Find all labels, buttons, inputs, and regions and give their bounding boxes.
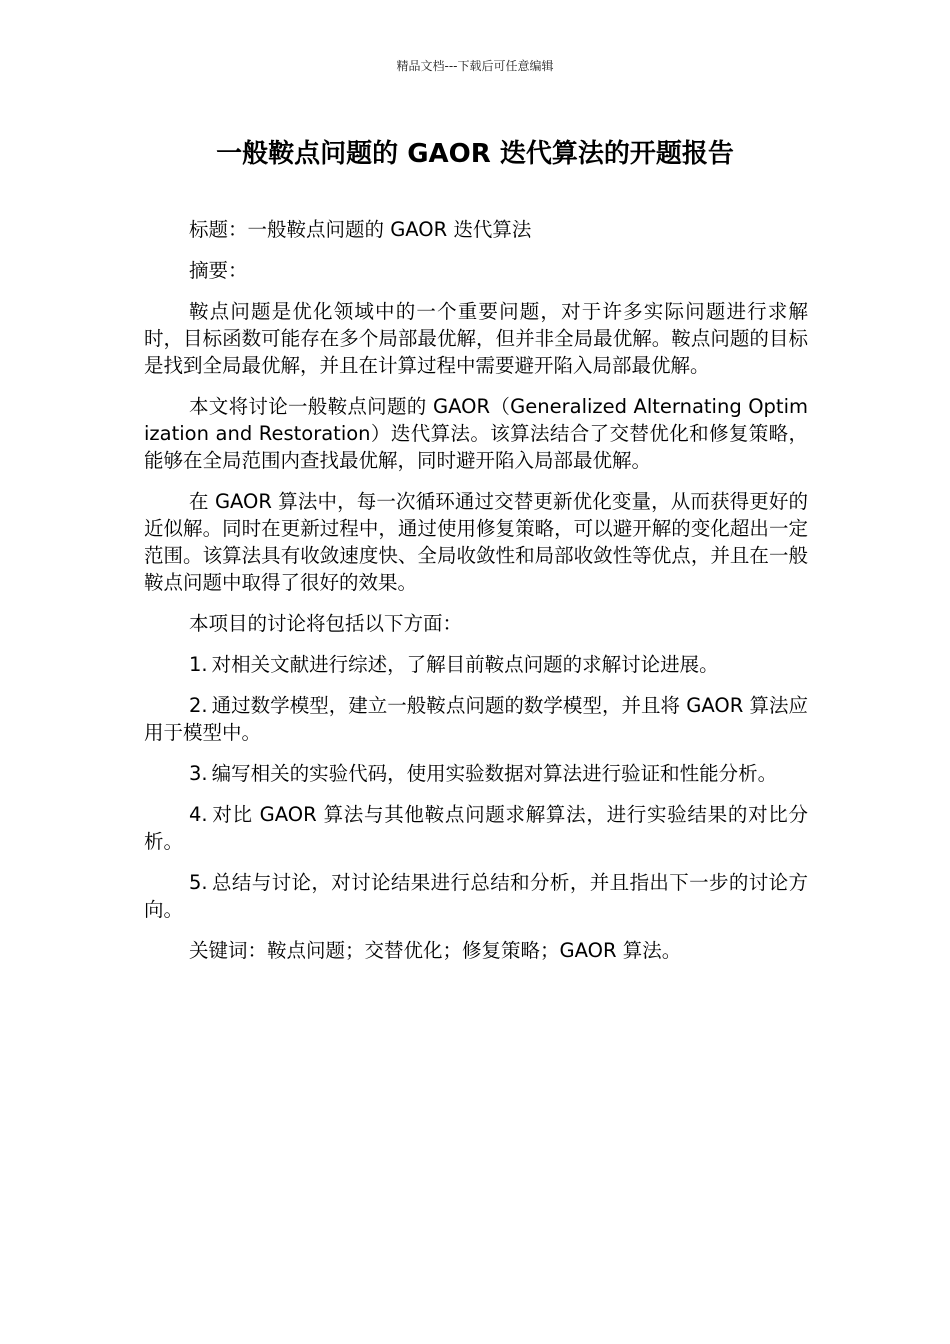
- page-header-note: 精品文档---下载后可任意编辑: [396, 59, 554, 73]
- list-item: [144, 801, 808, 855]
- list-item-text: 对相关文献进行综述，了解目前鞍点问题的求解讨论进展。: [211, 653, 719, 676]
- document-body: [144, 216, 808, 978]
- list-item-text: 总结与讨论，对讨论结果进行总结和分析，并且指出下一步的讨论方向。: [144, 871, 808, 921]
- abstract-paragraph-1: 鞍点问题是优化领域中的一个重要问题，对于许多实际问题进行求解时，目标函数可能存在多个局部最优解，但并非全局最优解。鞍点问题的目标是找到全局最优解，并且在计算过程中需要避开陷入局部最优解。: [144, 300, 808, 377]
- list-item-number: 3.: [189, 762, 208, 785]
- list-item-number: 1.: [189, 653, 208, 676]
- subject-line: 标题：一般鞍点问题的 GAOR 迭代算法: [189, 218, 532, 241]
- abstract-paragraph-2: 本文将讨论一般鞍点问题的 GAOR（Generalized Alternating Optimization and Restoration）迭代算法。该算法结合了交替优化和修复策略，能够在全局范围内查找最优解，同时避开陷入局部最优解。: [144, 395, 808, 472]
- list-intro: 本项目的讨论将包括以下方面：: [189, 612, 463, 635]
- list-item: [144, 692, 808, 746]
- abstract-label: 摘要：: [189, 259, 248, 282]
- list-item: [144, 869, 808, 923]
- list-item-text: 通过数学模型，建立一般鞍点问题的数学模型，并且将 GAOR 算法应用于模型中。: [144, 694, 808, 744]
- list-item-number: 4.: [189, 803, 208, 826]
- list-item-text: 对比 GAOR 算法与其他鞍点问题求解算法，进行实验结果的对比分析。: [144, 803, 808, 853]
- abstract-paragraph-3: 在 GAOR 算法中，每一次循环通过交替更新优化变量，从而获得更好的近似解。同时在更新过程中，通过使用修复策略，可以避开解的变化超出一定范围。该算法具有收敛速度快、全局收敛性和局部收敛性等优点，并且在一般鞍点问题中取得了很好的效果。: [144, 490, 808, 594]
- document-title: 一般鞍点问题的 GAOR 迭代算法的开题报告: [216, 139, 734, 169]
- list-item-number: 2.: [189, 694, 208, 717]
- list-item-number: 5.: [189, 871, 208, 894]
- list-item: [144, 760, 808, 787]
- list-item: [144, 651, 808, 678]
- keywords-line: 关键词：鞍点问题；交替优化；修复策略；GAOR 算法。: [189, 939, 682, 962]
- list-item-text: 编写相关的实验代码，使用实验数据对算法进行验证和性能分析。: [211, 762, 778, 785]
